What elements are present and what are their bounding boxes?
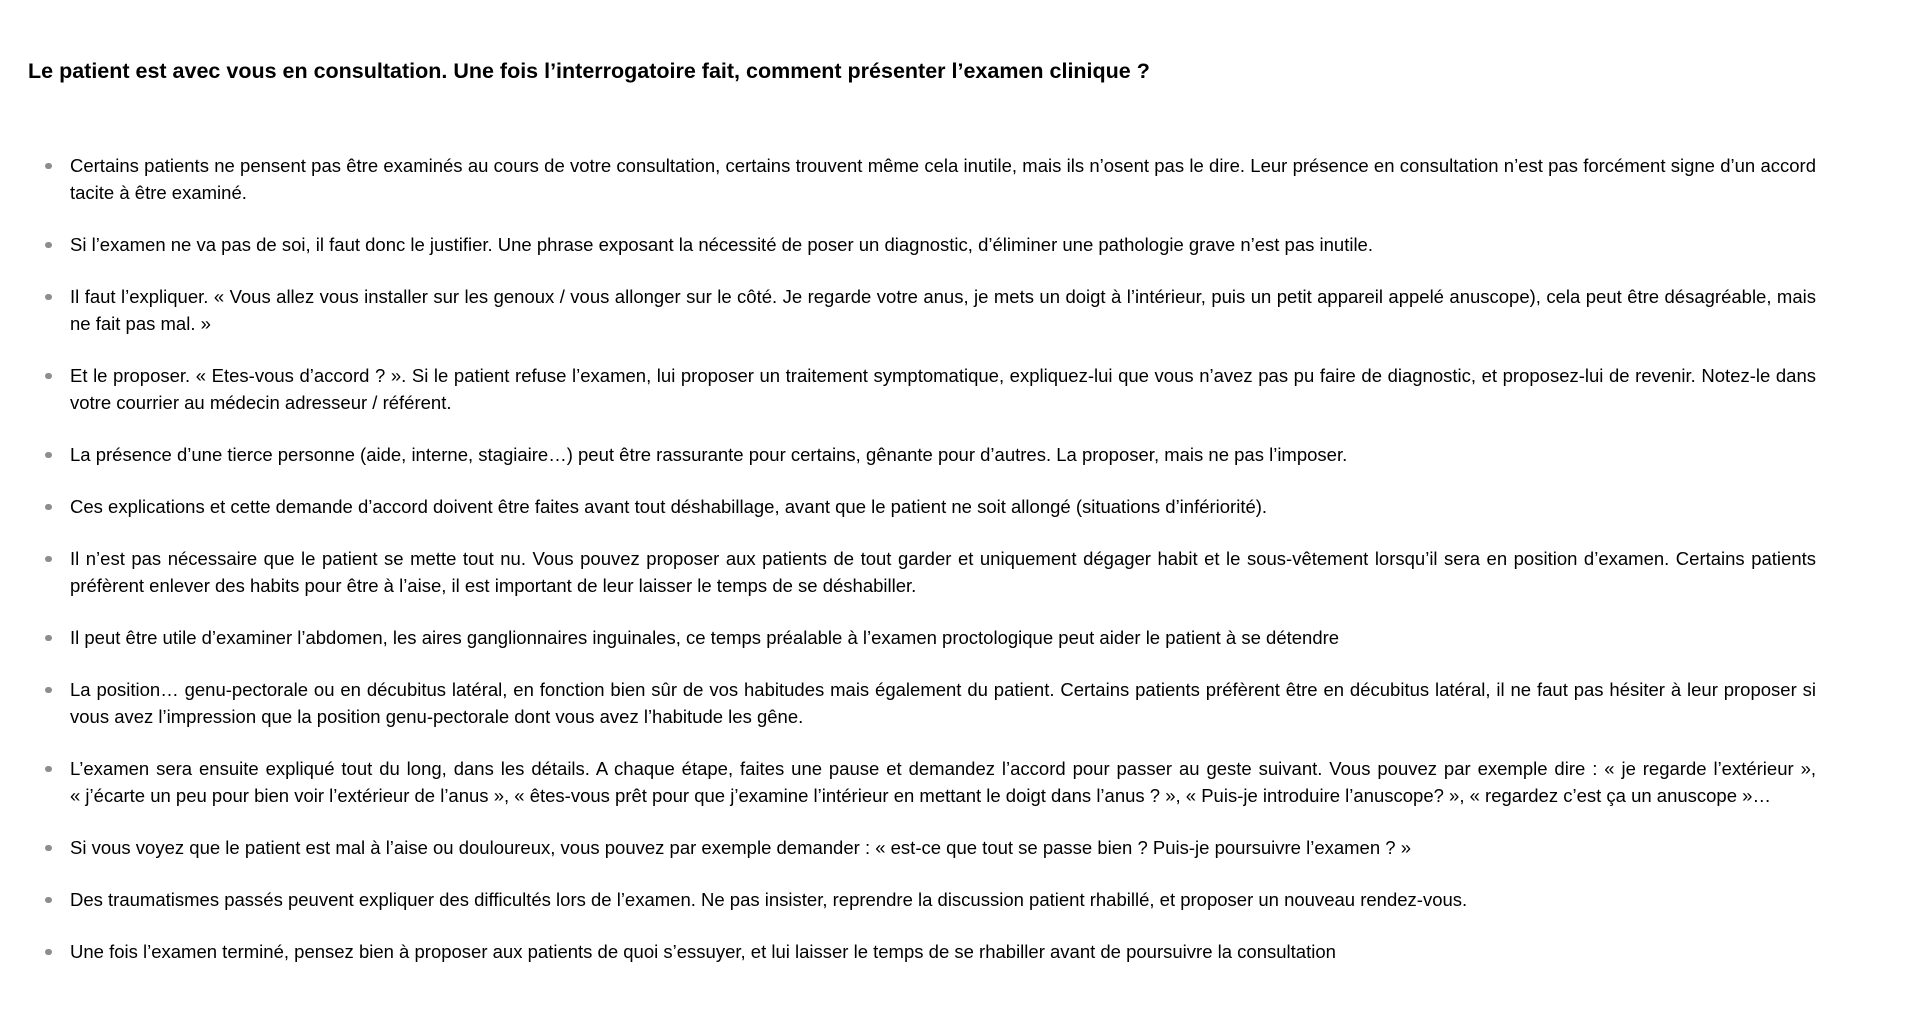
list-item	[28, 493, 1816, 520]
list-item-text: L’examen sera ensuite expliqué tout du long, dans les détails. A chaque étape, faites une pause et demandez l’accord pour passer au geste suivant. Vous pouvez par exemple dire : « je regarde l’extérieur », « j’écarte un peu pour bien voir l’extérieur de l’anus », « êtes-vous prêt pour que j’examine l’intérieur en mettant le doigt dans l’anus ? », « Puis-je introduire l’anuscope? », « regardez c’est ça un anuscope »…	[70, 758, 1816, 806]
list-item-text: Si l’examen ne va pas de soi, il faut donc le justifier. Une phrase exposant la nécessité de poser un diagnostic, d’éliminer une pathologie grave n’est pas inutile.	[70, 234, 1373, 255]
list-item-text: La présence d’une tierce personne (aide, interne, stagiaire…) peut être rassurante pour certains, gênante pour d’autres. La proposer, mais ne pas l’imposer.	[70, 444, 1348, 465]
page-title: Le patient est avec vous en consultation. Une fois l’interrogatoire fait, comment présenter l’examen clinique ?	[28, 59, 1150, 83]
list-item	[28, 676, 1816, 730]
list-item	[28, 886, 1816, 913]
list-item-text: Et le proposer. « Etes-vous d’accord ? ». Si le patient refuse l’examen, lui proposer un traitement symptomatique, expliquez-lui que vous n’avez pas pu faire de diagnostic, et proposez-lui de revenir. Notez-le dans votre courrier au médecin adresseur / référent.	[70, 365, 1816, 413]
list-item	[28, 834, 1816, 861]
list-item-text: Des traumatismes passés peuvent expliquer des difficultés lors de l’examen. Ne pas insister, reprendre la discussion patient rhabillé, et proposer un nouveau rendez-vous.	[70, 889, 1468, 910]
list-item-text: Une fois l’examen terminé, pensez bien à proposer aux patients de quoi s’essuyer, et lui laisser le temps de se rhabiller avant de poursuivre la consultation	[70, 941, 1336, 962]
list-item-text: Ces explications et cette demande d’accord doivent être faites avant tout déshabillage, avant que le patient ne soit allongé (situations d’infériorité).	[70, 496, 1268, 517]
list-item	[28, 283, 1816, 337]
list-item-text: La position… genu-pectorale ou en décubitus latéral, en fonction bien sûr de vos habitudes mais également du patient. Certains patients préfèrent être en décubitus latéral, il ne faut pas hésiter à leur proposer si vous avez l’impression que la position genu-pectorale dont vous avez l’habitude les gêne.	[70, 679, 1816, 727]
list-item-text: Il faut l’expliquer. « Vous allez vous installer sur les genoux / vous allonger sur le côté. Je regarde votre anus, je mets un doigt à l’intérieur, puis un petit appareil appelé anuscope), cela peut être désagréable, mais ne fait pas mal. »	[70, 286, 1816, 334]
list-item	[28, 362, 1816, 416]
list-item	[28, 938, 1816, 965]
list-item-text: Il peut être utile d’examiner l’abdomen, les aires ganglionnaires inguinales, ce temps préalable à l’examen proctologique peut aider le patient à se détendre	[70, 627, 1340, 648]
list-item	[28, 152, 1816, 206]
list-item	[28, 545, 1816, 599]
bullet-list	[28, 152, 1816, 965]
list-item-text: Si vous voyez que le patient est mal à l’aise ou douloureux, vous pouvez par exemple demander : « est-ce que tout se passe bien ? Puis-je poursuivre l’examen ? »	[70, 837, 1411, 858]
list-item-text: Il n’est pas nécessaire que le patient se mette tout nu. Vous pouvez proposer aux patients de tout garder et uniquement dégager habit et le sous-vêtement lorsqu’il sera en position d’examen. Certains patients préfèrent enlever des habits pour être à l’aise, il est important de leur laisser le temps de se déshabiller.	[70, 548, 1816, 596]
list-item-text: Certains patients ne pensent pas être examinés au cours de votre consultation, certains trouvent même cela inutile, mais ils n’osent pas le dire. Leur présence en consultation n’est pas forcément signe d’un accord tacite à être examiné.	[70, 155, 1816, 203]
list-item	[28, 624, 1816, 651]
list-item	[28, 231, 1816, 258]
list-item	[28, 755, 1816, 809]
list-item	[28, 441, 1816, 468]
